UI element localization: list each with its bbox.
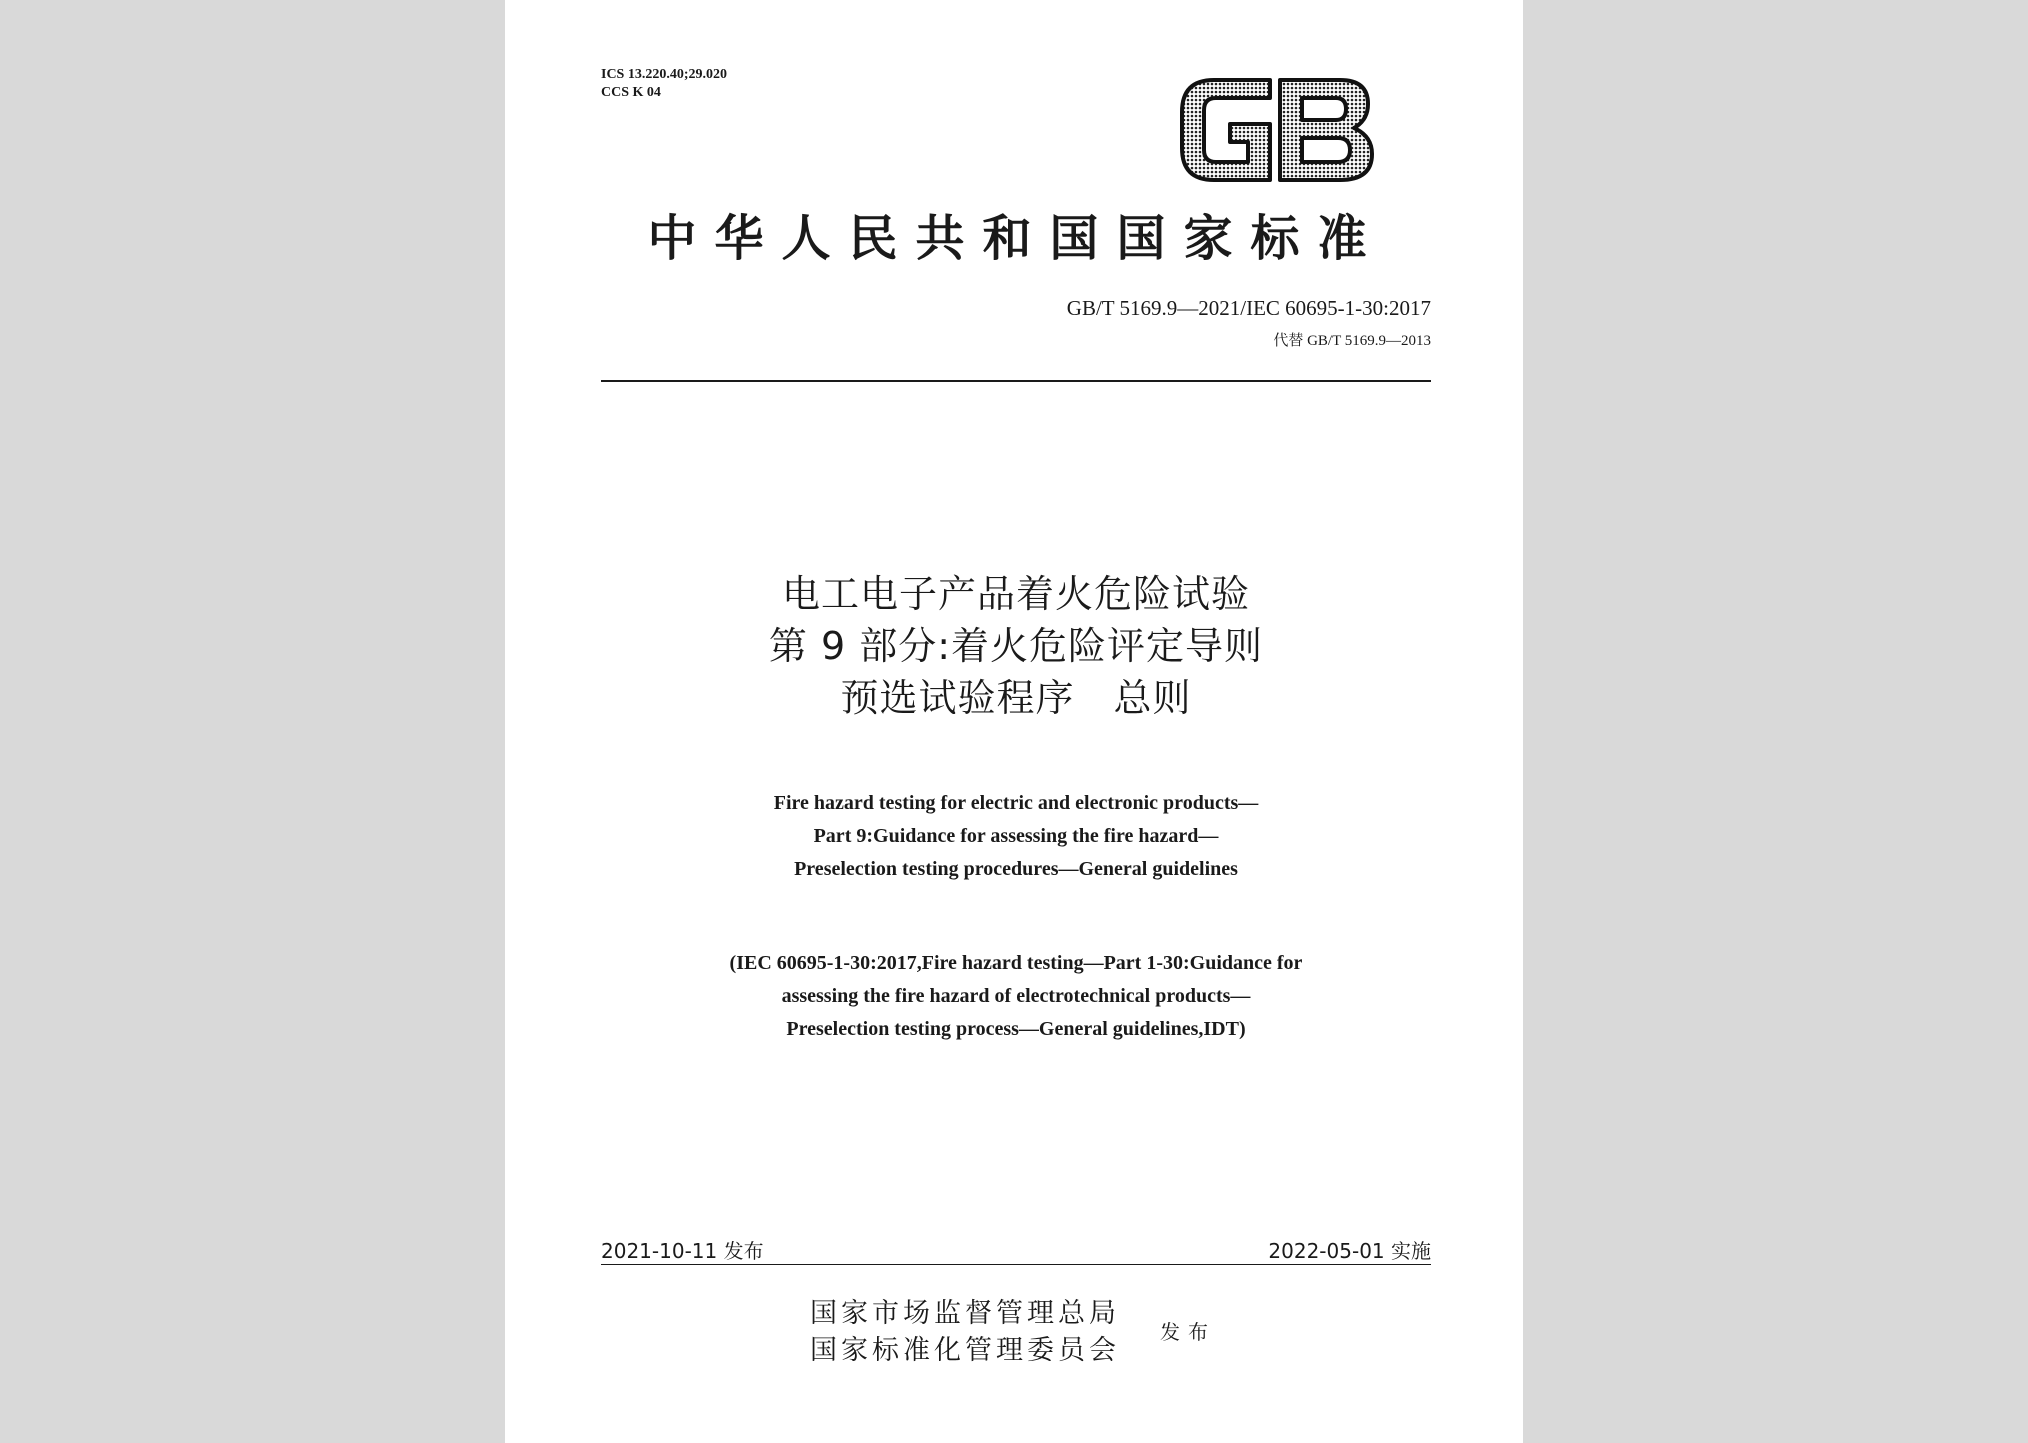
iec-note-line: assessing the fire hazard of electrotechnical products—: [781, 985, 1251, 1007]
gb-logo: [1174, 74, 1376, 186]
standard-number: GB/T 5169.9—2021/IEC 60695-1-30:2017: [1066, 296, 1431, 320]
title-english: [601, 787, 1431, 886]
footer-divider: [601, 1264, 1431, 1265]
issue-date: 2021-10-11 发布: [601, 1239, 764, 1263]
publisher-name: 国家标准化管理委员会: [810, 1335, 1120, 1366]
iec-equivalence-note: [601, 947, 1431, 1046]
implementation-date: 2022-05-01 实施: [1268, 1239, 1431, 1263]
ics-code: ICS 13.220.40;29.020: [601, 67, 728, 82]
replaces-note: 代替 GB/T 5169.9—2013: [1273, 333, 1431, 349]
classification-codes: [601, 66, 727, 102]
title-chinese-line: 预选试验程序 总则: [840, 676, 1192, 720]
publisher-name: 国家市场监督管理总局: [810, 1298, 1120, 1329]
document-page: [505, 0, 1523, 1443]
title-english-line: Preselection testing procedures—General guidelines: [794, 858, 1238, 880]
header-divider: [601, 380, 1431, 382]
iec-note-line: Preselection testing process—General guidelines,IDT): [786, 1018, 1246, 1040]
standard-header: 中华人民共和国国家标准: [647, 210, 1385, 267]
publish-label: 发布: [1160, 1320, 1216, 1344]
ccs-code: CCS K 04: [601, 85, 661, 100]
title-chinese-line: 电工电子产品着火危险试验: [781, 572, 1250, 616]
title-english-line: Fire hazard testing for electric and electronic products—: [773, 792, 1259, 814]
publishing-authorities: [810, 1295, 1120, 1369]
title-english-line: Part 9:Guidance for assessing the fire hazard—: [813, 825, 1219, 847]
title-chinese: [601, 568, 1431, 724]
iec-note-line: (IEC 60695-1-30:2017,Fire hazard testing—Part 1-30:Guidance for: [729, 952, 1303, 974]
title-chinese-line: 第 9 部分:着火危险评定导则: [768, 624, 1264, 668]
